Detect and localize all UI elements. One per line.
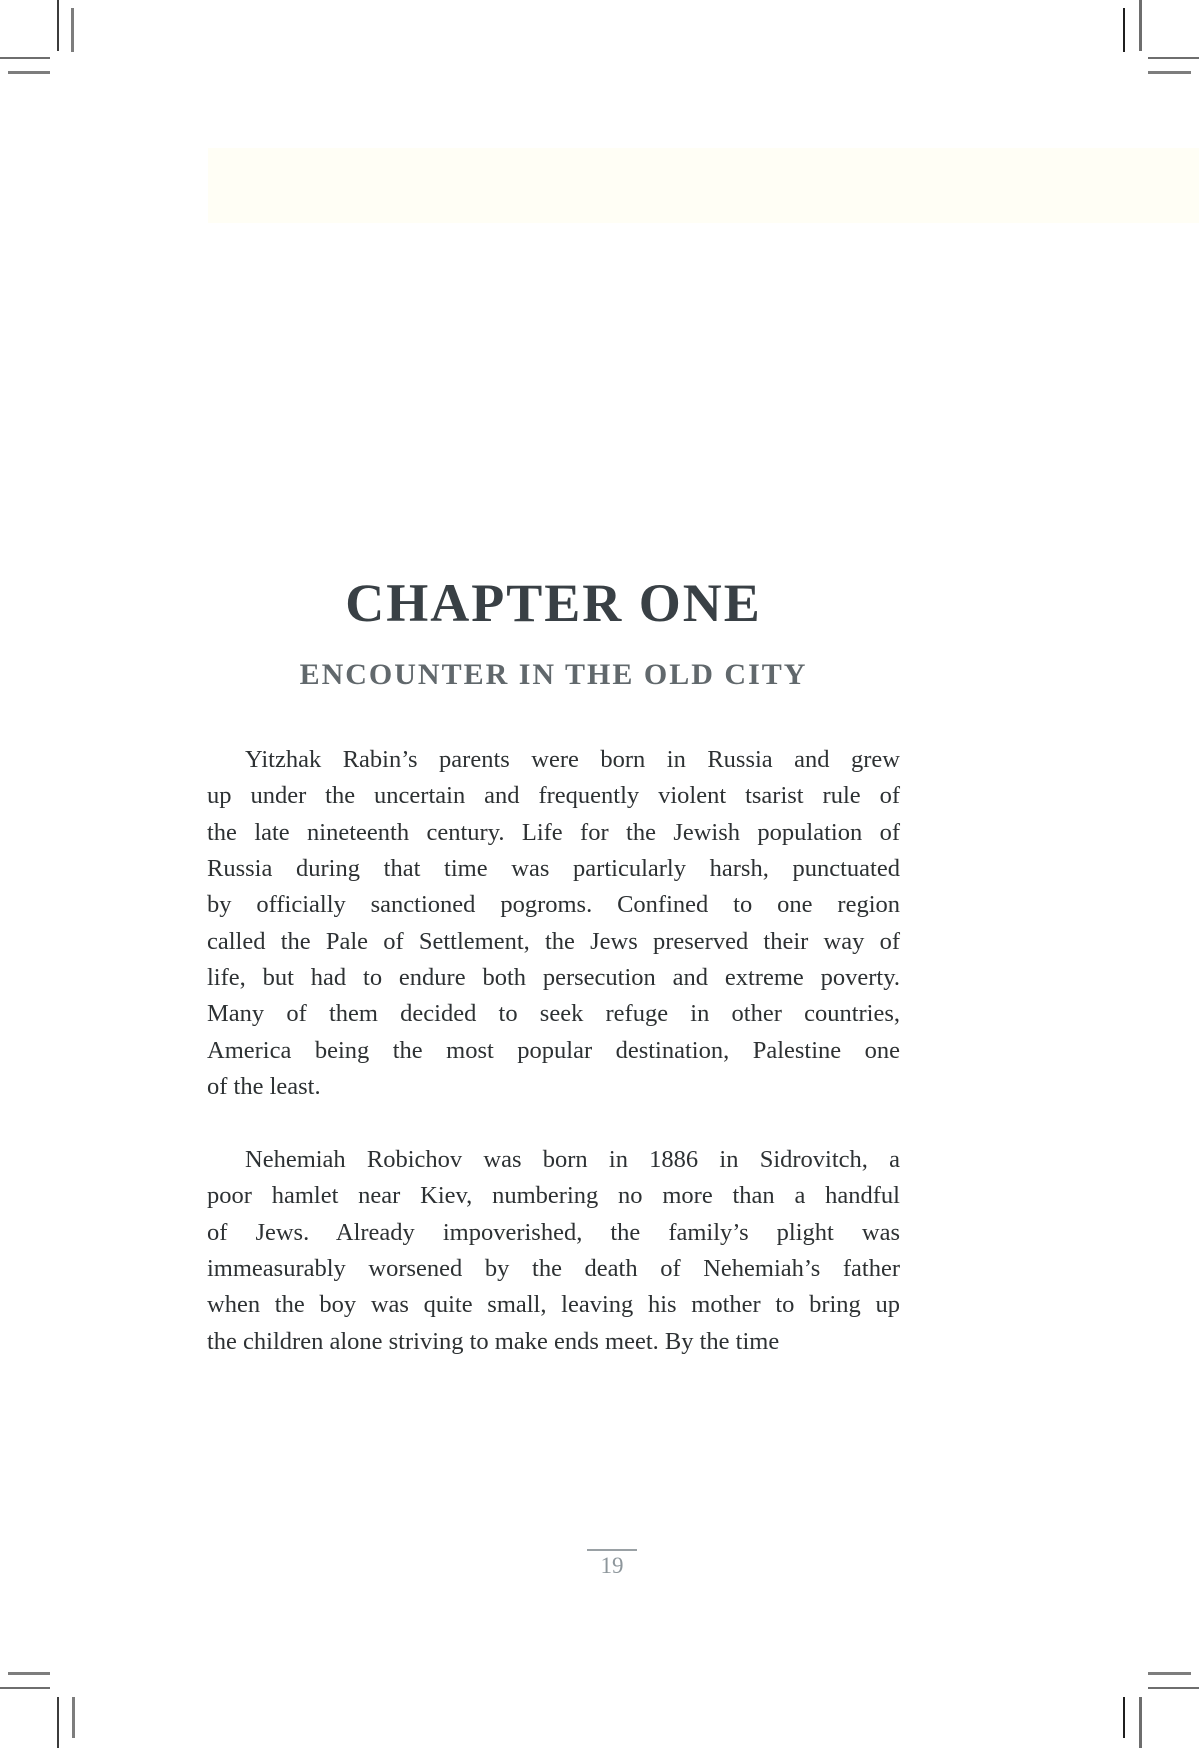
- paragraph-1: [207, 742, 900, 1105]
- text-line: Many of them decided to seek refuge in other countries,: [207, 1000, 900, 1028]
- page-number-rule: [587, 1549, 637, 1551]
- chapter-title: CHAPTER ONE: [345, 573, 762, 634]
- crop-mark-tl-h1: [0, 57, 50, 59]
- page-footer: [582, 1549, 642, 1579]
- text-line: Russia during that time was particularly harsh, punctuated: [207, 854, 900, 882]
- crop-mark-tr-v2: [1139, 0, 1142, 51]
- crop-mark-br-h1: [1148, 1672, 1191, 1675]
- text-line: immeasurably worsened by the death of Nehemiah’s father: [207, 1254, 900, 1282]
- crop-mark-bl-v1: [57, 1697, 59, 1748]
- scan-highlight-band: [208, 148, 1199, 223]
- crop-mark-bl-v2: [72, 1697, 75, 1738]
- crop-mark-tr-h2: [1148, 71, 1191, 74]
- crop-mark-tr-v1: [1123, 8, 1125, 52]
- text-line: Nehemiah Robichov was born in 1886 in Sidrovitch, a: [245, 1146, 900, 1173]
- text-line: up under the uncertain and frequently violent tsarist rule of: [207, 782, 900, 810]
- text-line: poor hamlet near Kiev, numbering no more than a handful: [207, 1182, 900, 1210]
- text-line: called the Pale of Settlement, the Jews preserved their way of: [207, 927, 900, 955]
- text-line: when the boy was quite small, leaving his mother to bring up: [207, 1291, 900, 1319]
- paragraph-2: [207, 1142, 900, 1360]
- text-line: the children alone striving to make ends meet. By the time: [207, 1327, 780, 1355]
- crop-mark-bl-h1: [8, 1672, 50, 1675]
- text-line: life, but had to endure both persecution and extreme poverty.: [207, 963, 900, 991]
- crop-mark-tr-h1: [1148, 57, 1199, 59]
- text-line: the late nineteenth century. Life for the Jewish population of: [207, 818, 900, 846]
- page-number: 19: [600, 1553, 624, 1578]
- crop-mark-tl-v1: [57, 0, 59, 51]
- chapter-subtitle: ENCOUNTER IN THE OLD CITY: [299, 657, 808, 691]
- crop-mark-br-v2: [1139, 1697, 1142, 1748]
- text-line: America being the most popular destination, Palestine one: [207, 1036, 900, 1064]
- crop-mark-br-v1: [1123, 1697, 1125, 1738]
- text-line: of Jews. Already impoverished, the family’s plight was: [207, 1218, 900, 1246]
- crop-mark-br-h2: [1148, 1687, 1199, 1689]
- text-line: of the least.: [207, 1072, 321, 1100]
- crop-mark-tl-h2: [8, 71, 50, 74]
- text-line: Yitzhak Rabin’s parents were born in Russia and grew: [245, 746, 900, 773]
- crop-mark-tl-v2: [71, 8, 74, 52]
- text-line: by officially sanctioned pogroms. Confined to one region: [207, 891, 900, 919]
- crop-mark-bl-h2: [0, 1687, 50, 1689]
